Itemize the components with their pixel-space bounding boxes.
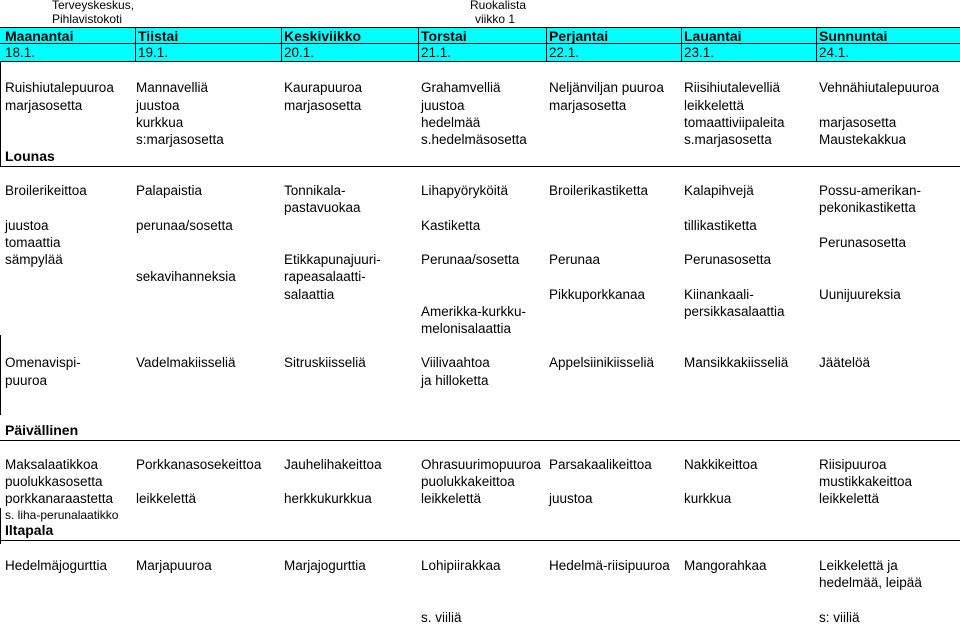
margin-rule bbox=[0, 62, 1, 166]
lunch-wed-3: Etikkapunajuuri- bbox=[284, 252, 381, 267]
breakfast-tue-3: kurkkua bbox=[136, 115, 184, 130]
dessert-thu-2: ja hilloketta bbox=[421, 373, 489, 388]
lunch-mon-3: tomaattia bbox=[5, 235, 61, 250]
section-dinner: Päivällinen bbox=[5, 422, 79, 438]
lunch-sun-3: Perunasosetta bbox=[819, 235, 907, 250]
day-monday: Maanantai bbox=[5, 28, 74, 44]
lunch-tue-1: Palapaistia bbox=[136, 183, 203, 198]
dinner-thu-3: leikkelettä bbox=[421, 491, 482, 506]
breakfast-thu-1: Grahamvelliä bbox=[421, 80, 501, 95]
lunch-thu-5: melonisalaattia bbox=[421, 321, 512, 336]
section-lunch: Lounas bbox=[5, 148, 55, 164]
day-friday: Perjantai bbox=[549, 28, 609, 44]
lunch-fri-2: Perunaa bbox=[549, 252, 601, 267]
dinner-wed-2: herkkukurkkua bbox=[284, 491, 372, 506]
lunch-sat-2: tillikastiketta bbox=[684, 218, 757, 233]
evening-wed-1: Marjajogurttia bbox=[284, 558, 366, 573]
evening-tue-1: Marjapuuroa bbox=[136, 558, 212, 573]
dessert-sat-1: Mansikkakiisseliä bbox=[684, 355, 789, 370]
org-unit: Pihlavistokoti bbox=[52, 12, 123, 26]
date-monday: 18.1. bbox=[5, 45, 36, 60]
breakfast-sat-3: tomaattiviipaleita bbox=[684, 115, 785, 130]
lunch-wed-4: rapeasalaatti- bbox=[284, 269, 366, 284]
rule bbox=[0, 61, 960, 62]
breakfast-thu-4: s.hedelmäsosetta bbox=[421, 132, 527, 147]
col-divider bbox=[546, 27, 547, 61]
dessert-fri-1: Appelsiinikiisseliä bbox=[549, 355, 655, 370]
dinner-sat-2: kurkkua bbox=[684, 491, 732, 506]
breakfast-mon-2: marjasosetta bbox=[5, 98, 83, 113]
lunch-wed-1: Tonnikala- bbox=[284, 183, 346, 198]
day-sunday: Sunnuntai bbox=[819, 28, 888, 44]
lunch-thu-2: Kastiketta bbox=[421, 218, 481, 233]
lunch-tue-2: perunaa/sosetta bbox=[136, 218, 233, 233]
evening-sun-1: Leikkelettä ja bbox=[819, 558, 898, 573]
date-wednesday: 20.1. bbox=[284, 45, 315, 60]
week-label: viikko 1 bbox=[475, 12, 516, 26]
lunch-mon-2: juustoa bbox=[5, 218, 49, 233]
dinner-sat-1: Nakkikeittoa bbox=[684, 457, 758, 472]
evening-fri-1: Hedelmä-riisipuuroa bbox=[549, 558, 670, 573]
lunch-sat-1: Kalapihvejä bbox=[684, 183, 754, 198]
margin-rule bbox=[0, 508, 1, 544]
lunch-fri-1: Broilerikastiketta bbox=[549, 183, 649, 198]
lunch-thu-1: Lihapyöryköitä bbox=[421, 183, 509, 198]
lunch-sun-4: Uunijuureksia bbox=[819, 287, 901, 302]
lunch-sun-1: Possu-amerikan- bbox=[819, 183, 922, 198]
breakfast-fri-1: Neljänviljan puuroa bbox=[549, 80, 664, 95]
breakfast-sat-4: s.marjasosetta bbox=[684, 132, 772, 147]
menu-title: Ruokalista bbox=[470, 0, 527, 12]
breakfast-mon-1: Ruishiutalepuuroa bbox=[5, 80, 114, 95]
col-divider bbox=[135, 27, 136, 61]
dinner-sun-3: leikkelettä bbox=[819, 491, 880, 506]
breakfast-sat-2: leikkelettä bbox=[684, 98, 745, 113]
section-evening: Iltapala bbox=[5, 522, 54, 538]
dinner-mon-2: puolukkasosetta bbox=[5, 474, 103, 489]
breakfast-tue-1: Mannavelliä bbox=[136, 80, 209, 95]
lunch-fri-3: Pikkuporkkanaa bbox=[549, 287, 646, 302]
day-thursday: Torstai bbox=[421, 28, 467, 44]
evening-sun-3: s: viiliä bbox=[819, 610, 860, 625]
dinner-mon-4: s. liha-perunalaatikko bbox=[5, 508, 119, 522]
breakfast-sat-1: Riisihiutalevelliä bbox=[684, 80, 781, 95]
dinner-mon-1: Maksalaatikkoa bbox=[5, 457, 99, 472]
dessert-thu-1: Viilivaahtoa bbox=[421, 355, 490, 370]
evening-sat-1: Mangorahkaa bbox=[684, 558, 767, 573]
col-divider bbox=[816, 27, 817, 61]
lunch-sat-3: Perunasosetta bbox=[684, 252, 772, 267]
evening-thu-1: Lohipiirakkaa bbox=[421, 558, 501, 573]
lunch-sat-5: persikkasalaattia bbox=[684, 304, 785, 319]
dinner-mon-3: porkkanaraastetta bbox=[5, 491, 114, 506]
lunch-wed-5: salaattia bbox=[284, 287, 335, 302]
dinner-fri-2: juustoa bbox=[549, 491, 593, 506]
breakfast-thu-3: hedelmää bbox=[421, 115, 481, 130]
evening-mon-1: Hedelmäjogurttia bbox=[5, 558, 108, 573]
lunch-sat-4: Kiinankaali- bbox=[684, 287, 754, 302]
dessert-tue-1: Vadelmakiisseliä bbox=[136, 355, 236, 370]
dinner-fri-1: Parsakaalikeittoa bbox=[549, 457, 652, 472]
dinner-thu-1: Ohrasuurimopuuroa bbox=[421, 457, 542, 472]
dinner-sun-1: Riisipuuroa bbox=[819, 457, 887, 472]
dinner-thu-2: puolukkakeittoa bbox=[421, 474, 515, 489]
lunch-thu-3: Perunaa/sosetta bbox=[421, 252, 520, 267]
day-wednesday: Keskiviikko bbox=[284, 28, 362, 44]
dinner-tue-1: Porkkanasosekeittoa bbox=[136, 457, 262, 472]
breakfast-sun-3: Maustekakkua bbox=[819, 132, 907, 147]
org-name: Terveyskeskus, bbox=[52, 0, 135, 12]
rule bbox=[0, 440, 960, 441]
date-friday: 22.1. bbox=[549, 45, 580, 60]
col-divider bbox=[418, 27, 419, 61]
dinner-tue-2: leikkelettä bbox=[136, 491, 197, 506]
col-divider bbox=[281, 27, 282, 61]
dessert-mon-1: Omenavispi- bbox=[5, 355, 81, 370]
lunch-mon-4: sämpylää bbox=[5, 252, 63, 267]
evening-sun-2: hedelmää, leipää bbox=[819, 575, 922, 590]
breakfast-fri-2: marjasosetta bbox=[549, 98, 627, 113]
dessert-mon-2: puuroa bbox=[5, 373, 48, 388]
margin-rule bbox=[0, 335, 1, 415]
date-sunday: 24.1. bbox=[819, 45, 850, 60]
rule bbox=[0, 540, 960, 541]
rule bbox=[0, 166, 960, 167]
lunch-thu-4: Amerikka-kurkku- bbox=[421, 304, 527, 319]
breakfast-wed-1: Kaurapuuroa bbox=[284, 80, 363, 95]
dinner-sun-2: mustikkakeittoa bbox=[819, 474, 913, 489]
col-divider bbox=[681, 27, 682, 61]
breakfast-tue-4: s:marjasosetta bbox=[136, 132, 224, 147]
day-tuesday: Tiistai bbox=[138, 28, 179, 44]
lunch-tue-3: sekavihanneksia bbox=[136, 269, 236, 284]
lunch-mon-1: Broilerikeittoa bbox=[5, 183, 87, 198]
dessert-sun-1: Jäätelöä bbox=[819, 355, 871, 370]
lunch-wed-2: pastavuokaa bbox=[284, 200, 361, 215]
date-saturday: 23.1. bbox=[684, 45, 715, 60]
breakfast-tue-2: juustoa bbox=[136, 98, 180, 113]
dinner-wed-1: Jauhelihakeittoa bbox=[284, 457, 382, 472]
lunch-sun-2: pekonikastiketta bbox=[819, 200, 916, 215]
breakfast-wed-2: marjasosetta bbox=[284, 98, 362, 113]
date-tuesday: 19.1. bbox=[138, 45, 169, 60]
evening-thu-2: s. viiliä bbox=[421, 610, 462, 625]
dessert-wed-1: Sitruskiisseliä bbox=[284, 355, 366, 370]
day-saturday: Lauantai bbox=[684, 28, 742, 44]
breakfast-sun-1: Vehnähiutalepuuroa bbox=[819, 80, 940, 95]
date-thursday: 21.1. bbox=[421, 45, 452, 60]
breakfast-sun-2: marjasosetta bbox=[819, 115, 897, 130]
breakfast-thu-2: juustoa bbox=[421, 98, 465, 113]
